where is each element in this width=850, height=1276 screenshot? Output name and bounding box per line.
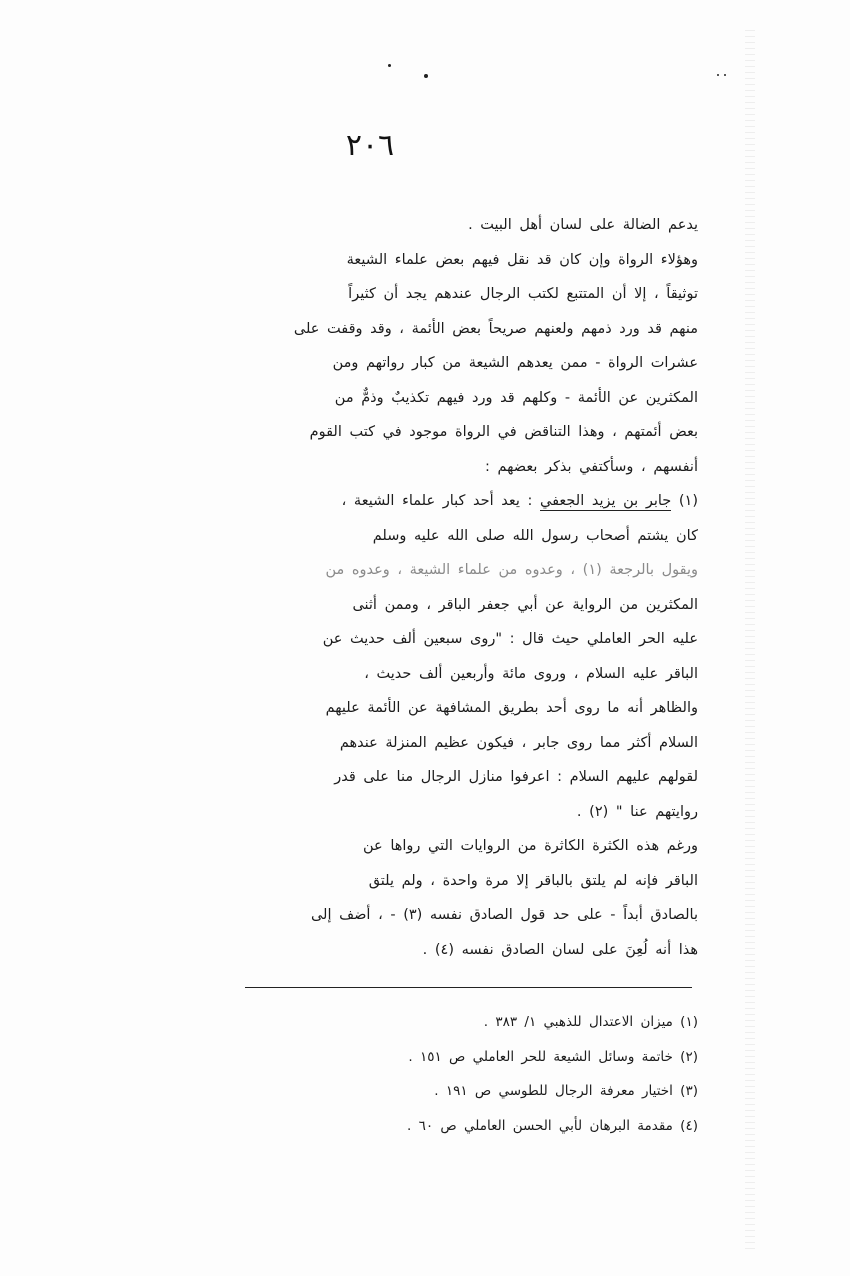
footnote: (١) ميزان الاعتدال للذهبي ١/ ٣٨٣ . <box>483 1014 698 1030</box>
item-intro: : يعد أحد كبار علماء الشيعة ، <box>341 493 533 509</box>
body-line: توثيقاً ، إلا أن المتتبع لكتب الرجال عندهم يجد أن كثيراً <box>348 286 698 302</box>
item-line: السلام أكثر مما روى جابر ، فيكون عظيم المنزلة عندهم <box>339 734 698 751</box>
item-line: عليه الحر العاملي حيث قال : "روى سبعين ألف حديث عن <box>322 631 698 647</box>
item-line: والظاهر أنه ما روى أحد بطريق المشافهة عن الأئمة عليهم <box>325 700 698 716</box>
body-line: أنفسهم ، وسأكتفي بذكر بعضهم : <box>484 458 698 475</box>
item-line-faint: ويقول بالرجعة (١) ، وعدوه من علماء الشيعة ، وعدوه من <box>325 562 698 578</box>
body-line: المكثرين عن الأئمة - وكلهم قد ورد فيهم تكذيبٌ وذمٌّ من <box>334 389 698 406</box>
item-line: لقولهم عليهم السلام : اعرفوا منازل الرجال منا على قدر <box>334 769 698 785</box>
scan-speck <box>388 64 391 67</box>
footnote: (٤) مقدمة البرهان لأبي الحسن العاملي ص ٦٠ . <box>406 1117 698 1134</box>
scan-speck <box>717 74 719 76</box>
body-line: وهؤلاء الرواة وإن كان قد نقل فيهم بعض علماء الشيعة <box>346 251 698 268</box>
body-line: منهم قد ورد ذمهم ولعنهم صريحاً بعض الأئمة ، وقد وقفت على <box>293 320 698 337</box>
item-line: روايتهم عنا " (٢) . <box>576 803 698 820</box>
body-line: يدعم الضالة على لسان أهل البيت . <box>468 217 698 233</box>
item-number: (١) <box>678 493 698 509</box>
scan-speck <box>424 74 428 78</box>
footnote: (٣) اختيار معرفة الرجال للطوسي ص ١٩١ . <box>434 1083 698 1099</box>
footnote: (٢) خاتمة وسائل الشيعة للحر العاملي ص ١٥١ . <box>408 1048 698 1065</box>
item-heading-line <box>133 484 698 519</box>
item-line: الباقر عليه السلام ، وروى مائة وأربعين ألف حديث ، <box>364 665 698 682</box>
closing-line: هذا أنه لُعِنَ على لسان الصادق نفسه (٤) . <box>422 941 698 958</box>
closing-line: بالصادق أبداً - على حد قول الصادق نفسه (٣) - ، أضف إلى <box>310 907 698 923</box>
page-number: ٢٠٦ <box>345 128 395 163</box>
scan-speck <box>724 74 726 76</box>
item-name: جابر بن يزيد الجعفي <box>540 493 672 509</box>
body-line: عشرات الرواة - ممن يعدهم الشيعة من كبار رواتهم ومن <box>332 355 698 371</box>
item-line: المكثرين من الرواية عن أبي جعفر الباقر ، وممن أثنى <box>352 596 698 613</box>
item-line: كان يشتم أصحاب رسول الله صلى الله عليه وسلم <box>372 527 698 544</box>
footnote-separator <box>245 987 692 988</box>
closing-line: الباقر فإنه لم يلتق بالباقر إلا مرة واحدة ، ولم يلتق <box>368 872 698 889</box>
footnotes <box>133 1005 698 1143</box>
body-line: بعض أئمتهم ، وهذا التناقض في الرواة موجود في كتب القوم <box>309 424 698 440</box>
closing-line: ورغم هذه الكثرة الكاثرة من الروايات التي رواها عن <box>363 838 698 854</box>
scan-edge-noise <box>745 30 755 1250</box>
body-text <box>133 208 698 967</box>
